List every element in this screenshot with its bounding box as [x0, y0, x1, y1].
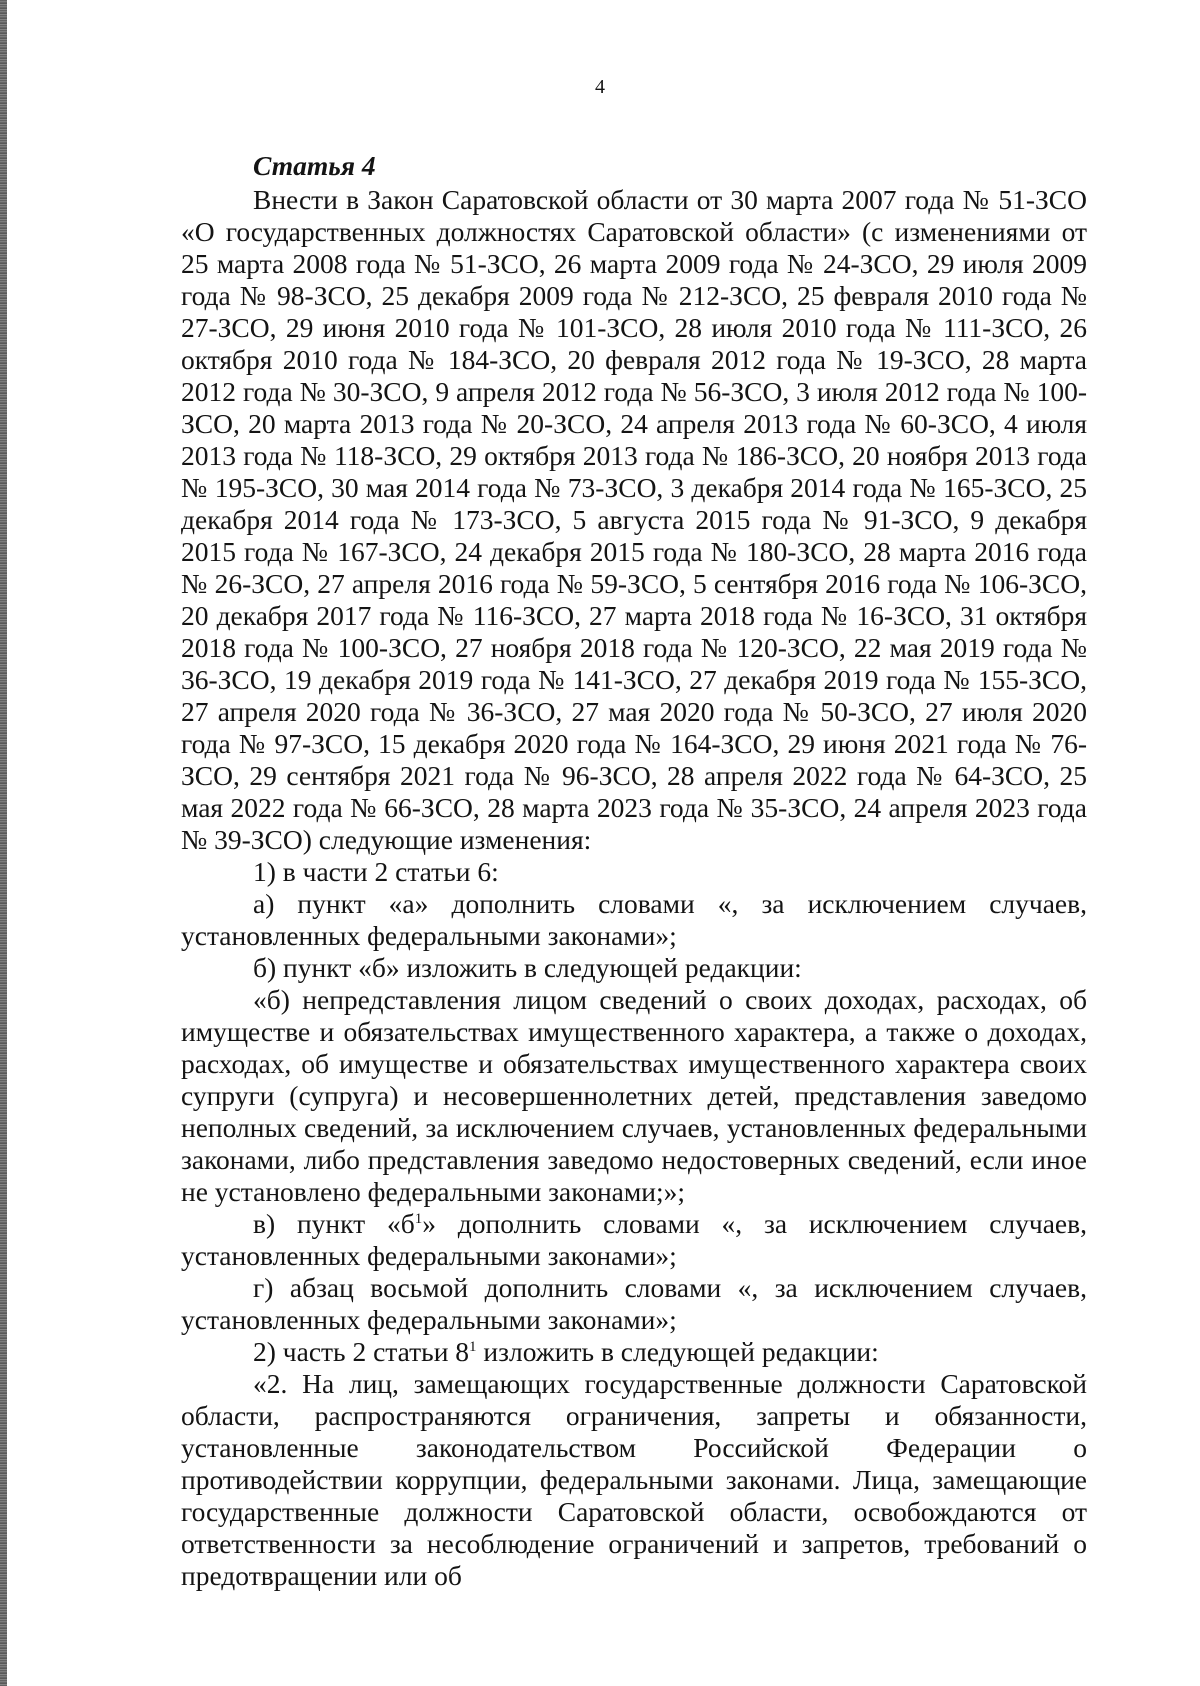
paragraph-item-2 — [181, 1336, 1087, 1368]
superscript-one: 1 — [414, 1211, 423, 1227]
paragraph-item-1: 1) в части 2 статьи 6: — [253, 856, 499, 887]
page-number: 4 — [595, 76, 605, 98]
item-2-end: изложить в следующей редакции: — [476, 1336, 879, 1367]
superscript-one: 1 — [469, 1339, 477, 1355]
paragraph-item-2-text: «2. На лиц, замещающих государственные должности Саратовской области, распространяются ограничения, запреты и обязанности, установленные законодательством Российской Федерации о противодействии коррупции, федеральными законами. Лица, замещающие государственные должности Саратовской области, освобождаются от ответственности за несоблюдение ограничений и запретов, требований о предотвращении или об — [181, 1368, 1087, 1591]
paragraph-item-1a: а) пункт «а» дополнить словами «, за исключением случаев, установленных федеральными законами»; — [181, 888, 1087, 951]
document-body — [181, 150, 1087, 1592]
paragraph-item-1g: г) абзац восьмой дополнить словами «, за исключением случаев, установленных федеральными законами»; — [181, 1272, 1087, 1335]
paragraph-item-1b-text: «б) непредставления лицом сведений о своих доходах, расходах, об имуществе и обязательствах имущественного характера, а также о доходах, расходах, об имуществе и обязательствах имущественного характера своих супруги (супруга) и несовершеннолетних детей, представления заведомо неполных сведений, за исключением случаев, установленных федеральными законами, либо представления заведомо недостоверных сведений, если иное не установлено федеральными законами;»; — [181, 984, 1087, 1207]
article-title: Статья 4 — [253, 150, 376, 181]
paragraph-item-1v — [181, 1208, 1087, 1272]
item-2-start: 2) часть 2 статьи 8 — [253, 1336, 470, 1367]
scan-edge — [0, 0, 7, 1686]
item-1v-end: » дополнить словами «, за исключением случаев, установленных федеральными законами»; — [181, 1208, 1087, 1271]
paragraph-item-1b: б) пункт «б» изложить в следующей редакции: — [253, 952, 802, 983]
paragraph-intro: Внести в Закон Саратовской области от 30 марта 2007 года № 51-ЗСО «О государственных должностях Саратовской области» (с изменениями от 25 марта 2008 года № 51-ЗСО, 26 марта 2009 года № 24-ЗСО, 29 июля 2009 года № 98-ЗСО, 25 декабря 2009 года № 212-ЗСО, 25 февраля 2010 года № 27-ЗСО, 29 июня 2010 года № 101-ЗСО, 28 июля 2010 года № 111-ЗСО, 26 октября 2010 года № 184-ЗСО, 20 февраля 2012 года № 19-ЗСО, 28 марта 2012 года № 30-ЗСО, 9 апреля 2012 года № 56-ЗСО, 3 июля 2012 года № 100-ЗСО, 20 марта 2013 года № 20-ЗСО, 24 апреля 2013 года № 60-ЗСО, 4 июля 2013 года № 118-ЗСО, 29 октября 2013 года № 186-ЗСО, 20 ноября 2013 года № 195-ЗСО, 30 мая 2014 года № 73-ЗСО, 3 декабря 2014 года № 165-ЗСО, 25 декабря 2014 года № 173-ЗСО, 5 августа 2015 года № 91-ЗСО, 9 декабря 2015 года № 167-ЗСО, 24 декабря 2015 года № 180-ЗСО, 28 марта 2016 года № 26-ЗСО, 27 апреля 2016 года № 59-ЗСО, 5 сентября 2016 года № 106-ЗСО, 20 декабря 2017 года № 116-ЗСО, 27 марта 2018 года № 16-ЗСО, 31 октября 2018 года № 100-ЗСО, 27 ноября 2018 года № 120-ЗСО, 22 мая 2019 года № 36-ЗСО, 19 декабря 2019 года № 141-ЗСО, 27 декабря 2019 года № 155-ЗСО, 27 апреля 2020 года № 36-ЗСО, 27 мая 2020 года № 50-ЗСО, 27 июля 2020 года № 97-ЗСО, 15 декабря 2020 года № 164-ЗСО, 29 июня 2021 года № 76-ЗСО, 29 сентября 2021 года № 96-ЗСО, 28 апреля 2022 года № 64-ЗСО, 25 мая 2022 года № 66-ЗСО, 28 марта 2023 года № 35-ЗСО, 24 апреля 2023 года № 39-ЗСО) следующие изменения: — [181, 184, 1087, 855]
item-1v-start: в) пункт «б — [253, 1208, 415, 1239]
